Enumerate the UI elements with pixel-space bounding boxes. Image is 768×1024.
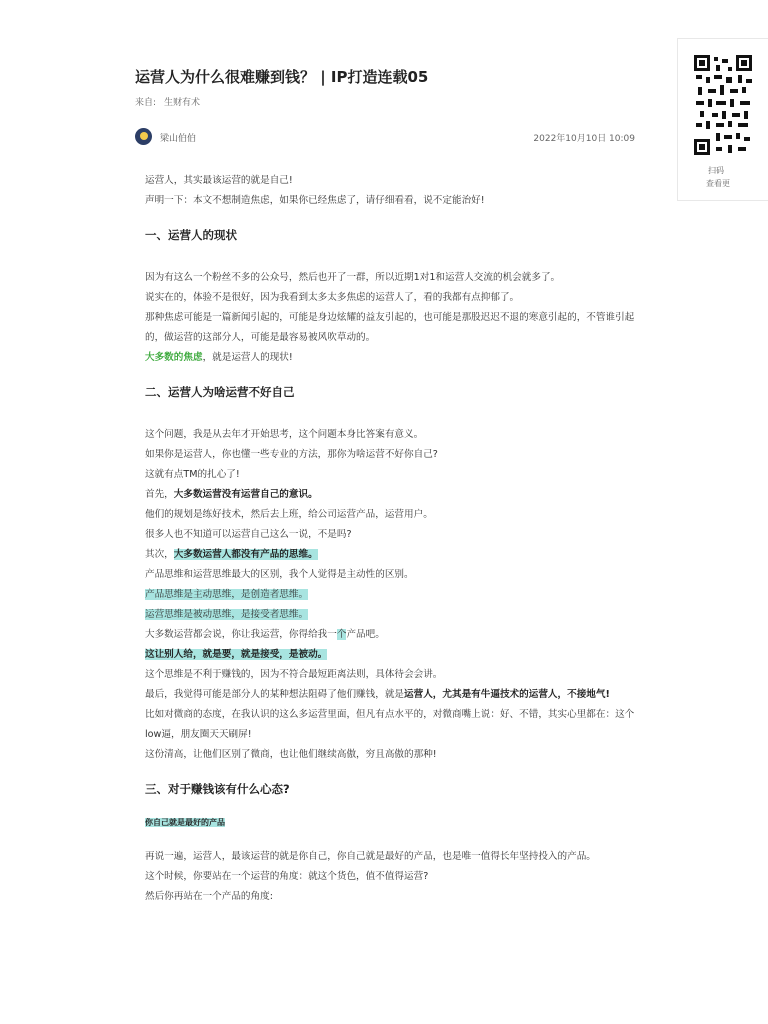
- paragraph: 比如对微商的态度，在我认识的这么多运营里面，但凡有点水平的，对微商嘴上说：好、不错，其实心里都在：这个low逼，朋友圈天天刷屏!: [145, 709, 635, 740]
- highlight-text: 个: [336, 629, 347, 640]
- paragraph: 如果你是运营人，你也懂一些专业的方法，那你为啥运营不好你自己?: [145, 449, 438, 460]
- paragraph: 他们的规划是练好技术，然后去上班，给公司运营产品，运营用户。: [145, 509, 433, 520]
- bold-text: 运营人，尤其是有牛逼技术的运营人，不接地气!: [404, 689, 610, 700]
- text: 其次，: [145, 549, 174, 560]
- paragraph: [145, 685, 635, 705]
- author-row: [135, 128, 635, 146]
- highlight-text: 产品思维是主动思维，是创造者思维。: [145, 589, 309, 600]
- paragraph: 这份清高，让他们区别了微商，也让他们继续高傲，穷且高傲的那种!: [145, 749, 437, 760]
- paragraph: 很多人也不知道可以运营自己这么一说，不是吗?: [145, 529, 352, 540]
- author-name[interactable]: 梁山伯伯: [160, 134, 197, 144]
- paragraph: [145, 545, 635, 565]
- paragraph: [145, 605, 635, 625]
- paragraph: 因为有这么一个粉丝不多的公众号，然后也开了一群，所以近期1对1和运营人交流的机会就多了。: [145, 272, 561, 283]
- paragraph: 那种焦虑可能是一篇新闻引起的，可能是身边炫耀的益友引起的，也可能是那股迟迟不退的寒意引起的，不管谁引起的，做运营的这部分人，可能是最容易被风吹草动的。: [145, 312, 635, 343]
- paragraph: 声明一下：本文不想制造焦虑，如果你已经焦虑了，请仔细看看，说不定能治好!: [145, 195, 485, 206]
- paragraph: 这个时候，你要站在一个运营的角度：就这个货色，值不值得运营?: [145, 871, 429, 882]
- article-source: [135, 95, 200, 108]
- highlight-text: 运营思维是被动思维，是接受者思维。: [145, 609, 309, 620]
- paragraph: 产品思维和运营思维最大的区别，我个人觉得是主动性的区别。: [145, 569, 414, 580]
- paragraph: 再说一遍，运营人，最该运营的就是你自己，你自己就是最好的产品，也是唯一值得长年坚持投入的产品。: [145, 851, 596, 862]
- text: 大多数运营都会说，你让我运营，你得给我一: [145, 629, 337, 640]
- paragraph: 这就有点TM的扎心了!: [145, 469, 240, 480]
- qr-card: [677, 38, 768, 201]
- paragraph: [145, 348, 635, 368]
- text: 最后，我觉得可能是部分人的某种想法阻碍了他们赚钱，就是: [145, 689, 405, 700]
- paragraph: 这个思维是不利于赚钱的，因为不符合最短距离法则，具体待会会讲。: [145, 669, 443, 680]
- subheading: [145, 813, 635, 833]
- qr-caption-line: 扫码: [708, 166, 724, 175]
- publish-date: 2022年10月10日 10:09: [533, 134, 635, 144]
- section-heading: 二、运营人为啥运营不好自己: [145, 385, 295, 399]
- qr-code-icon: [694, 55, 752, 155]
- paragraph: [145, 645, 635, 665]
- source-label: 来自:: [135, 98, 157, 108]
- text: ，就是运营人的现状!: [202, 352, 293, 363]
- text: 产品吧。: [346, 629, 385, 640]
- paragraph: 然后你再站在一个产品的角度:: [145, 891, 273, 902]
- highlight-text: 这让别人给，就是要，就是接受，是被动。: [145, 649, 328, 660]
- section-heading: 三、对于赚钱该有什么心态?: [145, 782, 290, 796]
- qr-caption-line[interactable]: 查看更: [706, 179, 730, 188]
- highlight-text: 大多数的焦虑: [145, 352, 203, 363]
- highlight-text: 大多数运营人都没有产品的思维。: [173, 549, 318, 560]
- paragraph: 这个问题，我是从去年才开始思考，这个问题本身比答案有意义。: [145, 429, 424, 440]
- paragraph: 运营人，其实最该运营的就是自己!: [145, 175, 293, 186]
- highlight-text: 你自己就是最好的产品: [145, 818, 225, 827]
- paragraph: [145, 625, 635, 645]
- text: 首先，: [145, 489, 174, 500]
- paragraph: [145, 585, 635, 605]
- bold-text: 大多数运营没有运营自己的意识。: [173, 489, 318, 500]
- avatar[interactable]: [135, 128, 152, 145]
- paragraph: 说实在的，体验不是很好，因为我看到太多太多焦虑的运营人了，看的我都有点抑郁了。: [145, 292, 520, 303]
- article-title: 运营人为什么很难赚到钱？ | IP打造连载05: [135, 68, 429, 86]
- paragraph: [145, 485, 635, 505]
- article-body: [145, 171, 635, 907]
- section-heading: 一、运营人的现状: [145, 228, 237, 242]
- source-link[interactable]: 生财有术: [164, 98, 201, 108]
